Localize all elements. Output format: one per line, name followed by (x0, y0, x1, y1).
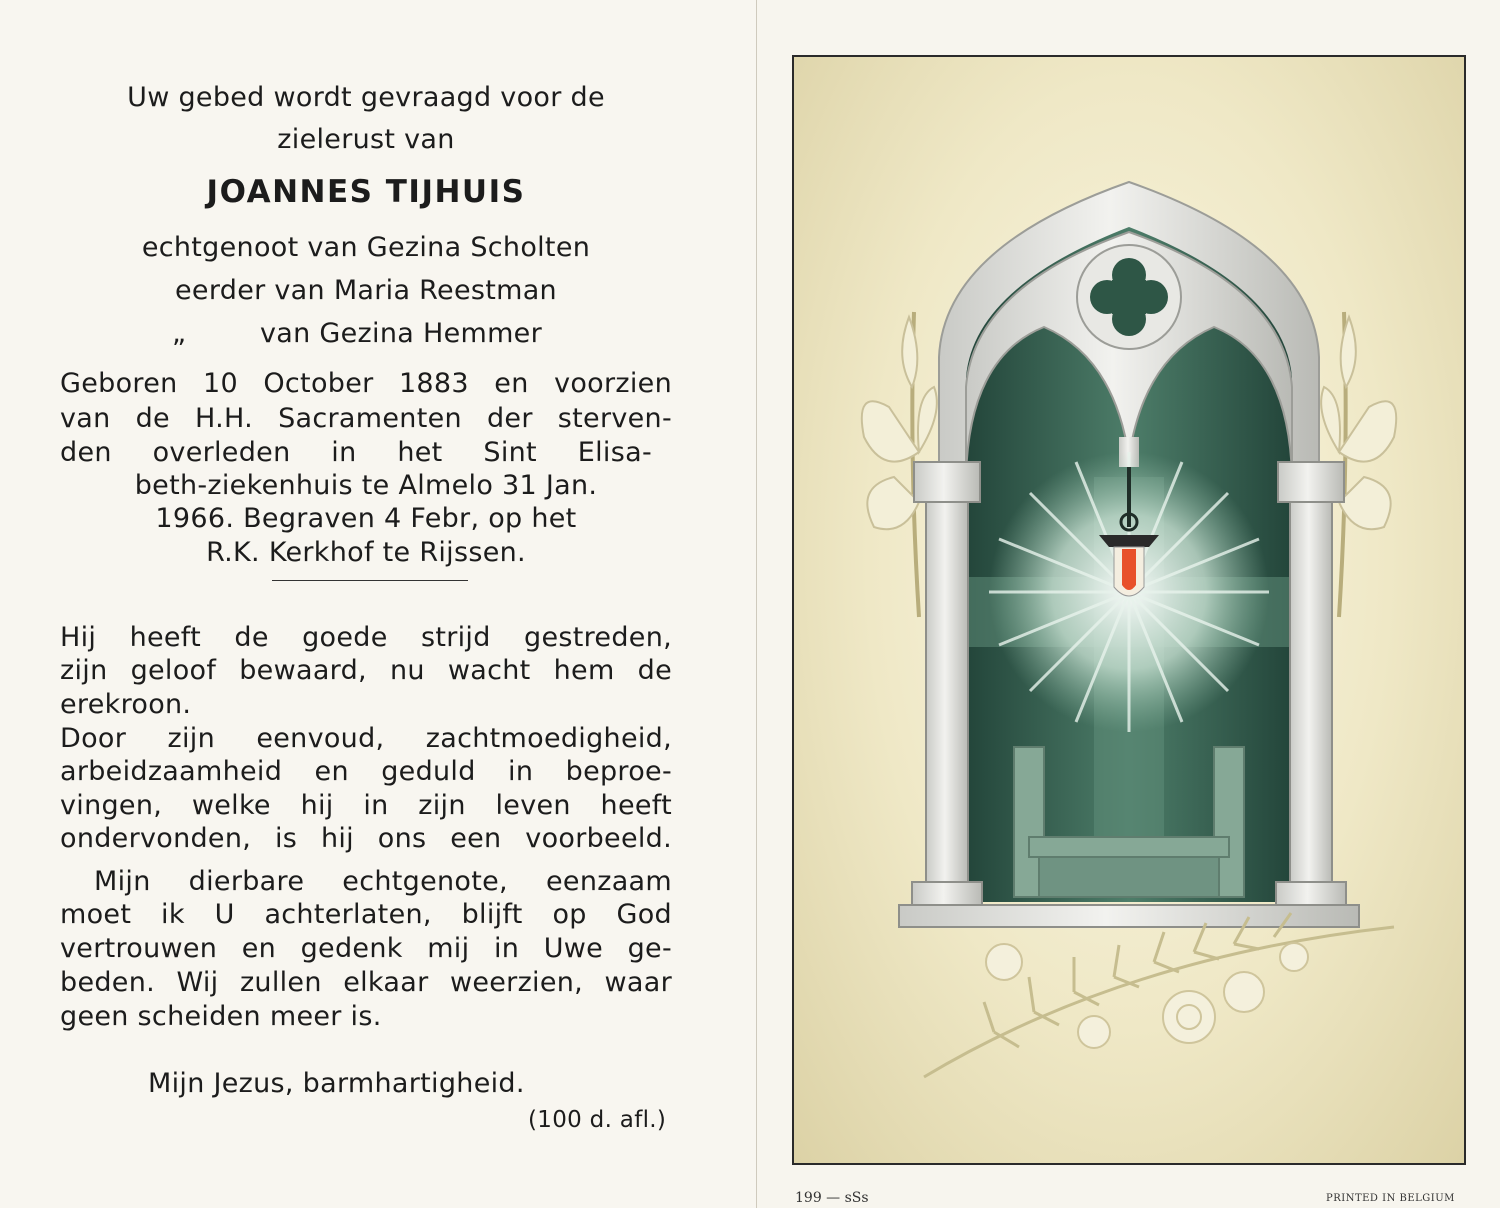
text-line-3: erekroon. (60, 689, 192, 720)
ditto-mark: „ (172, 318, 187, 349)
spouse-line-3: van Gezina Hemmer (260, 318, 542, 349)
text-line-5: arbeidzaamheid en geduld in beproe- (60, 756, 672, 787)
devotional-illustration (792, 55, 1466, 1165)
palm-branch (924, 913, 1394, 1077)
bio-line-4: beth-ziekenhuis te Almelo 31 Jan. (134, 470, 598, 501)
text-line-11: beden. Wij zullen elkaar weerzien, waar (60, 967, 672, 998)
intro-line-1: Uw gebed wordt gevraagd voor de (127, 82, 605, 113)
deceased-name: JOANNES TIJHUIS (206, 174, 526, 210)
text-line-7: ondervonden, is hij ons een voorbeeld. (60, 823, 672, 854)
separator-line (272, 580, 468, 581)
bio-line-3: den overleden in het Sint Elisa- (60, 437, 652, 468)
text-line-2: zijn geloof bewaard, nu wacht hem de (60, 655, 672, 686)
gothic-window-illustration (794, 57, 1464, 1163)
text-line-9: moet ik U achterlaten, blijft op God (60, 899, 672, 930)
spouse-line-2: eerder van Maria Reestman (175, 275, 557, 306)
text-line-10: vertrouwen en gedenk mij in Uwe ge- (60, 933, 672, 964)
text-line-8: Mijn dierbare echtgenote, eenzaam (94, 866, 672, 897)
intro-line-2: zielerust van (277, 124, 455, 155)
bio-line-2: van de H.H. Sacramenten der sterven- (60, 403, 672, 434)
closing-prayer: Mijn Jezus, barmhartigheid. (148, 1068, 525, 1099)
bio-line-5: 1966. Begraven 4 Febr, op het (155, 503, 577, 534)
lamp-flame (1122, 549, 1136, 590)
text-line-6: vingen, welke hij in zijn leven heeft (60, 790, 672, 821)
printed-in-belgium: PRINTED IN BELGIUM (1326, 1193, 1455, 1204)
bio-line-1: Geboren 10 October 1883 en voorzien (60, 368, 672, 399)
text-line-1: Hij heeft de goede strijd gestreden, (60, 622, 672, 653)
spouse-line-1: echtgenoot van Gezina Scholten (141, 232, 591, 263)
text-line-12: geen scheiden meer is. (60, 1001, 382, 1032)
text-line-4: Door zijn eenvoud, zachtmoedigheid, (60, 723, 672, 754)
print-code: 199 — sSs (795, 1190, 869, 1206)
bio-line-6: R.K. Kerkhof te Rijssen. (206, 537, 526, 568)
roses (986, 943, 1308, 1048)
indulgence-note: (100 d. afl.) (528, 1107, 667, 1133)
